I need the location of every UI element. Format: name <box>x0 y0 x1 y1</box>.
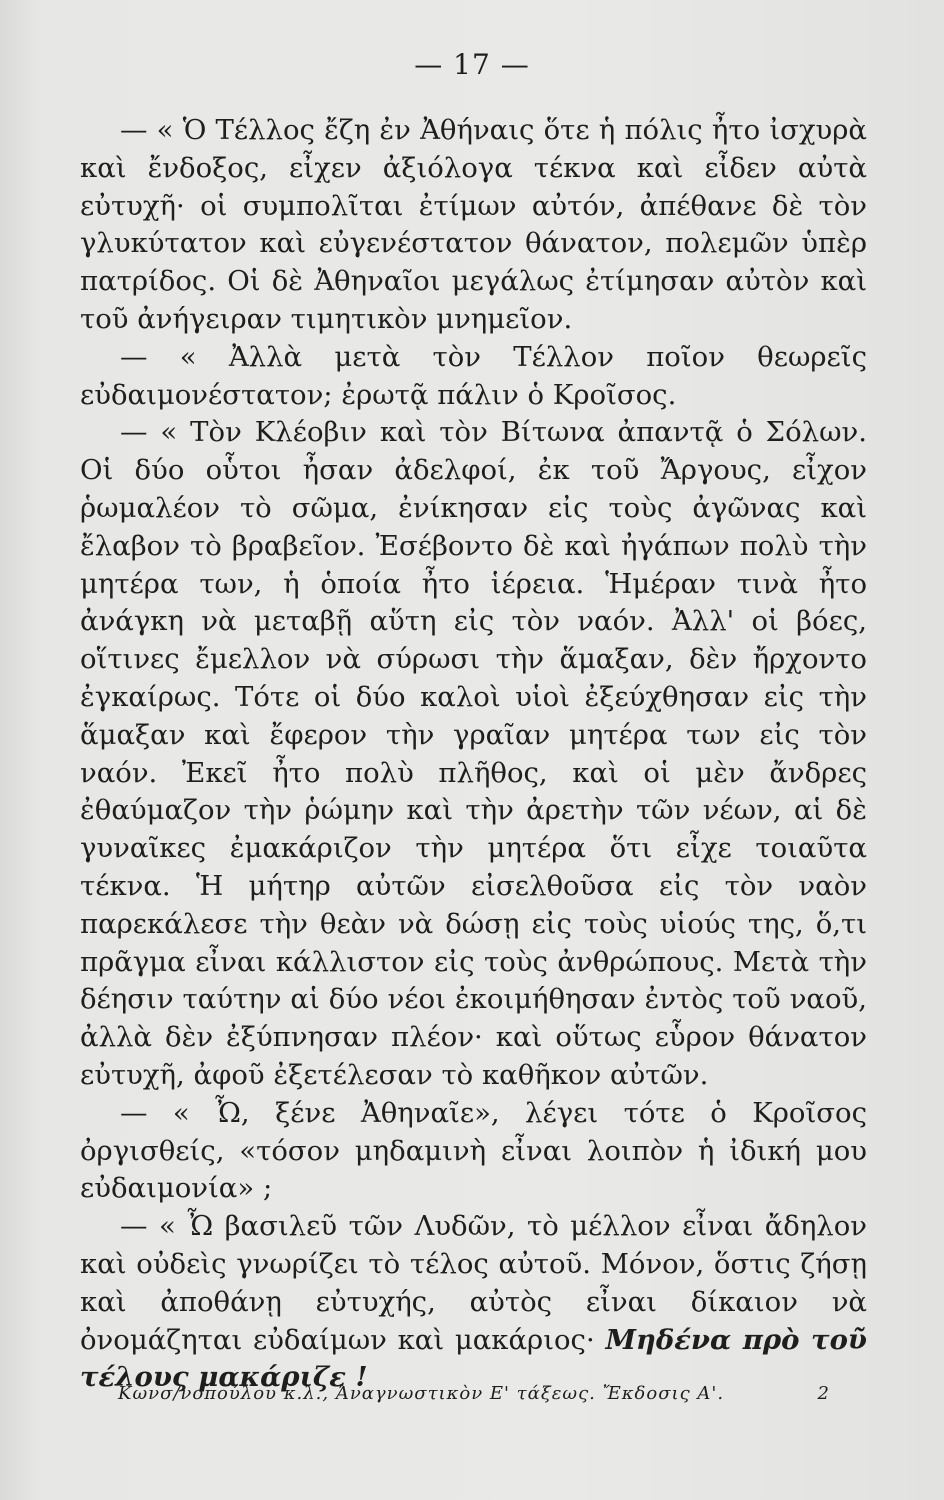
solon-answer-text: — « Ὦ βασιλεῦ τῶν Λυδῶν, τὸ μέλλον εἶναι ἄδηλον καὶ οὐδεὶς γνωρίζει τὸ τέλος αὐτοῦ. Μόνον, ὅστις ζήσῃ καὶ ἀποθάνῃ εὐτυχής, αὐτὸς εἶναι δίκαιον νὰ ὀνομάζηται εὐδαίμων καὶ μακάριος· <box>80 1210 867 1356</box>
maxim-emphasis: Μηδένα πρὸ τοῦ τέλους μακάριζε ! <box>80 1323 867 1394</box>
paragraph-solon-answer <box>80 1208 867 1397</box>
footer-signature <box>118 1383 830 1404</box>
paragraph-kleobis-biton: — « Τὸν Κλέοβιν καὶ τὸν Βίτωνα ἀπαντᾷ ὁ Σόλων. Οἱ δύο οὗτοι ἦσαν ἀδελφοί, ἐκ τοῦ Ἄργους, εἶχον ῥωμαλέον τὸ σῶμα, ἐνίκησαν εἰς τοὺς ἀγῶνας καὶ ἔλαβον τὸ βραβεῖον. Ἐσέβοντο δὲ καὶ ἠγάπων πολὺ τὴν μητέρα των, ἡ ὁποία ἦτο ἱέρεια. Ἡμέραν τινὰ ἦτο ἀνάγκη νὰ μεταβῇ αὕτη εἰς τὸν ναόν. Ἀλλ' οἱ βόες, οἵτινες ἔμελλον νὰ σύρωσι τὴν ἅμαξαν, δὲν ἤρχοντο ἐγκαίρως. Τότε οἱ δύο καλοὶ υἱοὶ ἐξεύχθησαν εἰς τὴν ἅμαξαν καὶ ἔφερον τὴν γραῖαν μητέρα των εἰς τὸν ναόν. Ἐκεῖ ἦτο πολὺ πλῆθος, καὶ οἱ μὲν ἄνδρες ἐθαύμαζον τὴν ῥώμην καὶ τὴν ἀρετὴν τῶν νέων, αἱ δὲ γυναῖκες ἐμακάριζον τὴν μητέρα ὅτι εἶχε τοιαῦτα τέκνα. Ἡ μήτηρ αὐτῶν εἰσελθοῦσα εἰς τὸν ναὸν παρεκάλεσε τὴν θεὰν νὰ δώσῃ εἰς τοὺς υἱούς της, ὅ,τι πρᾶγμα εἶναι κάλλιστον εἰς τοὺς ἀνθρώπους. Μετὰ τὴν δέησιν ταύτην αἱ δύο νέοι ἐκοιμήθησαν ἐντὸς τοῦ ναοῦ, ἀλλὰ δὲν ἐξύπνησαν πλέον· καὶ οὕτως εὗρον θάνατον εὐτυχῆ, ἀφοῦ ἐξετέλεσαν τὸ καθῆκον αὐτῶν. <box>80 416 867 1091</box>
signature-mark: 2 <box>817 1383 830 1404</box>
body-text <box>80 112 867 1397</box>
footer-imprint: Κωνσ/νοπούλου κ.λ., Ἀναγνωστικὸν Ε' τάξεως. Ἔκδοσις Α'. <box>118 1383 725 1404</box>
page-number: — 17 — <box>414 48 530 81</box>
paragraph-kroisos-reply: — « Ὦ, ξένε Ἀθηναῖε», λέγει τότε ὁ Κροῖσος ὀργισθείς, «τόσον μηδαμινὴ εἶναι λοιπὸν ἡ ἰδική μου εὐδαιμονία» ; <box>80 1096 867 1205</box>
paragraph-question: — « Ἀλλὰ μετὰ τὸν Τέλλον ποῖον θεωρεῖς εὐδαιμονέστατον; ἐρωτᾷ πάλιν ὁ Κροῖσος. <box>80 340 867 411</box>
paragraph-tellos: — « Ὁ Τέλλος ἔζη ἐν Ἀθήναις ὅτε ἡ πόλις ἦτο ἰσχυρὰ καὶ ἔνδοξος, εἶχεν ἀξιόλογα τέκνα καὶ εἶδεν αὐτὰ εὐτυχῆ· οἱ συμπολῖται ἐτίμων αὐτόν, ἀπέθανε δὲ τὸν γλυκύτατον καὶ εὐγενέστατον θάνατον, πολεμῶν ὑπὲρ πατρίδος. Οἱ δὲ Ἀθηναῖοι μεγάλως ἐτίμησαν αὐτὸν καὶ τοῦ ἀνήγειραν τιμητικὸν μνημεῖον. <box>80 114 867 335</box>
